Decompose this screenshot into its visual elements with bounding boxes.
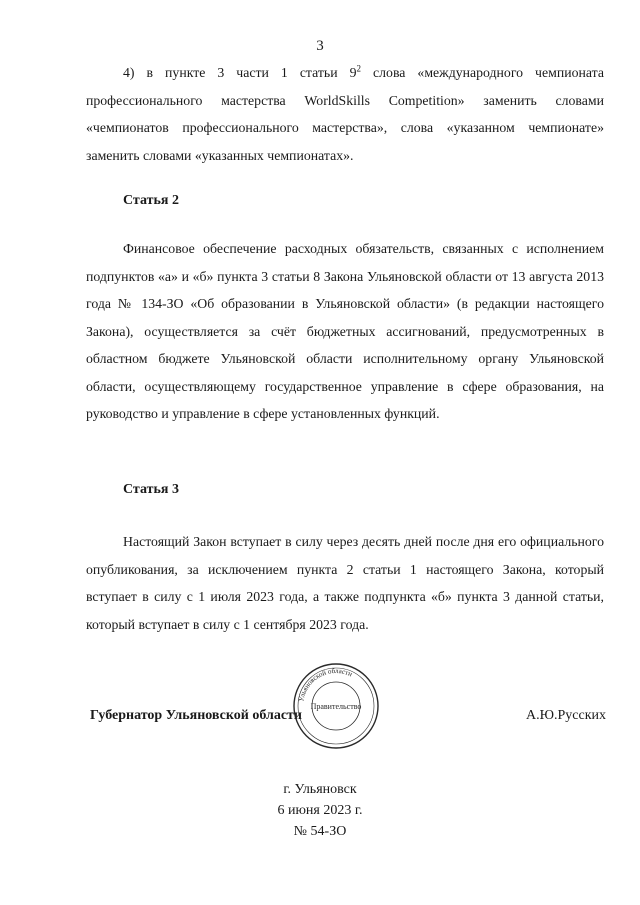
page-number: 3 xyxy=(316,38,324,54)
item-4-paragraph xyxy=(86,59,604,169)
article-2-text: Финансовое обеспечение расходных обязательств, связанных с исполнением подпунктов «а» и «б» пункта 3 статьи 8 Закона Ульяновской области от 13 августа 2013 года № 134-ЗО «Об образовании в Ульяновской области» (в редакции настоящего Закона), осуществляется за счёт бюджетных ассигнований, предусмотренных в областном бюджете Ульяновской области исполнительному органу Ульяновской области, осуществляющему государственное управление в сфере образования, на руководство и управление в сфере установленных функций. xyxy=(86,241,604,421)
signature-title: Губернатор Ульяновской области xyxy=(90,708,302,723)
item-4-prefix: 4) в пункте 3 части 1 статьи 9 xyxy=(123,65,357,80)
item-4-superscript: 2 xyxy=(356,63,362,74)
signature-name: А.Ю.Русских xyxy=(525,708,606,723)
article-2-heading: Статья 2 xyxy=(123,193,179,208)
article-3-heading: Статья 3 xyxy=(123,482,179,497)
footer-date: 6 июня 2023 г. xyxy=(277,803,363,818)
official-seal-stamp xyxy=(291,661,381,751)
item-4-rest: слова «международного чемпионата профессионального мастерства WorldSkills Competition» заменить словами «чемпионатов профессионального мастерства», слова «указанном чемпионате» заменить словами «указанных чемпионатах». xyxy=(86,65,604,163)
footer-city: г. Ульяновск xyxy=(283,782,357,797)
footer-law-number: № 54-ЗО xyxy=(293,824,347,839)
seal-center-text: Правительство xyxy=(310,702,362,711)
article-3-text: Настоящий Закон вступает в силу через десять дней после дня его официального опубликования, за исключением пункта 2 статьи 1 настоящего Закона, который вступает в силу с 1 июля 2023 года, а также подпункта «б» пункта 3 данной статьи, который вступает в силу с 1 сентября 2023 года. xyxy=(86,534,604,632)
seal-ring-text: Ульяновской области xyxy=(297,666,354,703)
